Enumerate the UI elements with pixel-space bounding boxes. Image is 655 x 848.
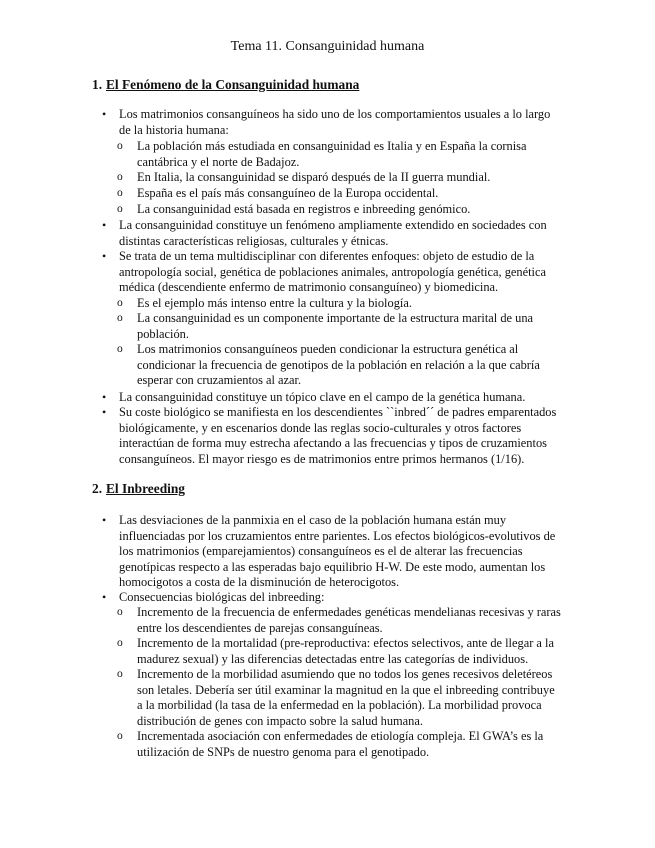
bullet-item: • Los matrimonios consanguíneos ha sido uno de los comportamientos usuales a lo largo de la historia humana:: [119, 107, 564, 138]
section-heading-1: [92, 76, 359, 93]
document-title: Tema 11. Consanguinidad humana: [230, 39, 425, 54]
section-heading-2: [92, 480, 185, 497]
section-number: 2.: [92, 481, 103, 496]
sub-bullet-item: o Incrementada asociación con enfermedades de etiología compleja. El GWA’s es la utilización de SNPs de nuestro genoma para el genotipado.: [137, 729, 562, 760]
bullet-item: • La consanguinidad constituye un tópico clave en el campo de la genética humana.: [119, 390, 564, 406]
bullet-item: • Se trata de un tema multidisciplinar con diferentes enfoques: objeto de estudio de la antropología social, genética de poblaciones animales, antropología genética, genética médica (descendiente enfermo de matrimonio consanguíneo) y biomedicina.: [119, 249, 564, 296]
bullet-item: • Las desviaciones de la panmixia en el caso de la población humana están muy influenciadas por los cruzamientos entre parientes. Los efectos biológicos-evolutivos de los matrimonios (emparejamientos) consanguíneos es el de alterar las frecuencias genotípicas respecto a las esperadas bajo equilibrio H-W. De este modo, aumentan los homocigotos a costa de la disminución de heterocigotos.: [119, 513, 564, 591]
sub-bullet-item: o La consanguinidad es un componente importante de la estructura marital de una población.: [137, 311, 562, 342]
sub-bullet-item: o Es el ejemplo más intenso entre la cultura y la biología.: [137, 296, 562, 312]
sub-bullet-item: o Incremento de la morbilidad asumiendo que no todos los genes recesivos deletéreos son letales. Debería ser útil examinar la magnitud en la que el inbreeding contribuye a la morbilidad (la tasa de la enfermedad en la población). La morbilidad provoca distribución de genes con impacto sobre la salud humana.: [137, 667, 562, 729]
sub-bullet-item: o La consanguinidad está basada en registros e inbreeding genómico.: [137, 202, 562, 218]
sub-bullet-item: o Incremento de la mortalidad (pre-reproductiva: efectos selectivos, ante de llegar a la madurez sexual) y las diferencias detectadas entre las categorías de individuos.: [137, 636, 562, 667]
sub-bullet-item: o Los matrimonios consanguíneos pueden condicionar la estructura genética al condicionar la frecuencia de genotipos de la población en relación a la que cabría esperar con cruzamientos al azar.: [137, 342, 562, 389]
bullet-item: • La consanguinidad constituye un fenómeno ampliamente extendido en sociedades con distintas características religiosas, culturales y étnicas.: [119, 218, 564, 249]
sub-bullet-item: o En Italia, la consanguinidad se disparó después de la II guerra mundial.: [137, 170, 562, 186]
bullet-item: • Su coste biológico se manifiesta en los descendientes ``inbred´´ de padres emparentados biológicamente, y en escenarios donde las reglas socio-culturales y otros factores interactúan de forma muy estrecha afectando a las frecuencias y tipos de cruzamientos consanguíneos. El mayor riesgo es de matrimonios entre primos hermanos (1/16).: [119, 405, 564, 467]
sub-bullet-item: o La población más estudiada en consanguinidad es Italia y en España la cornisa cantábrica y el norte de Badajoz.: [137, 139, 562, 170]
section-title: El Inbreeding: [106, 481, 186, 496]
bullet-item: • Consecuencias biológicas del inbreeding:: [119, 590, 564, 606]
section-number: 1.: [92, 77, 103, 92]
sub-bullet-item: o España es el país más consanguíneo de la Europa occidental.: [137, 186, 562, 202]
section-title: El Fenómeno de la Consanguinidad humana: [106, 77, 360, 92]
sub-bullet-item: o Incremento de la frecuencia de enfermedades genéticas mendelianas recesivas y raras entre los descendientes de parejas consanguíneas.: [137, 605, 562, 636]
